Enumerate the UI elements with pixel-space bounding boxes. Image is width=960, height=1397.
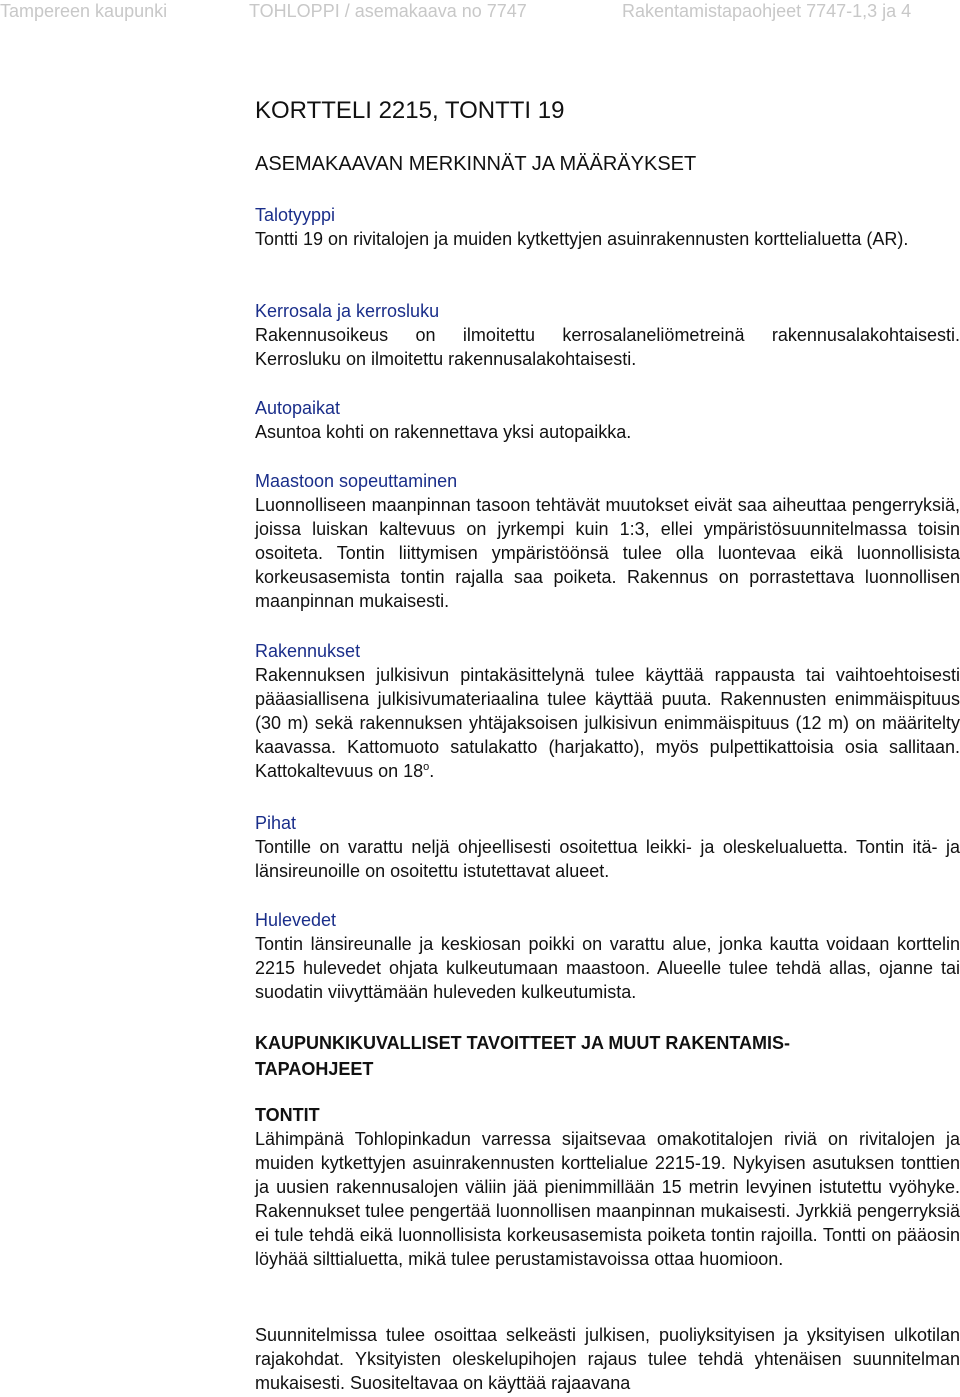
header-municipality: Tampereen kaupunki bbox=[0, 1, 168, 21]
section-heading: Maastoon sopeuttaminen bbox=[255, 471, 458, 491]
tontit-heading: TONTIT bbox=[255, 1105, 320, 1125]
tontit-text: Lähimpänä Tohlopinkadun varressa sijaitsevaa omakotitalojen riviä on rivitalojen ja muiden kytkettyjen asuinrakennusten korttelialue 2215-19. Nykyisen asutuksen tonttien ja uusien rakennusalojen väliin jää pienimmillään 15 metrin levyinen istutettu vyöhyke. Rakennukset tulee pengertää luonnollisen maanpinnan mukaisesti. Jyrkkiä pengerryksiä ei tule tehdä eikä luonnollisista korkeusasemista poiketa tontin rajoilla. Tontti on pääosin löyhää silttialuetta, mikä tulee perustamistavoissa ottaa huomioon. bbox=[255, 1129, 960, 1269]
section-text: Rakennusoikeus on ilmoitettu kerrosalaneliömetreinä rakennusalakohtaisesti. Kerrosluku on ilmoitettu rakennusalakohtaisesti. bbox=[255, 325, 960, 369]
section-heading: Kerrosala ja kerrosluku bbox=[255, 301, 440, 321]
section-text: Asuntoa kohti on rakennettava yksi autopaikka. bbox=[255, 422, 632, 442]
header-guide: Rakentamistapaohjeet 7747-1,3 ja 4 bbox=[622, 1, 912, 21]
section-maastoon-sopeuttaminen bbox=[255, 469, 960, 613]
section-text-wrap bbox=[255, 663, 960, 783]
section-heading: Hulevedet bbox=[255, 910, 337, 930]
tontit-text-2: Suunnitelmissa tulee osoittaa selkeästi julkisen, puoliyksityisen ja yksityisen ulkotilan rajakohdat. Yksityisten oleskelupihojen rajaus tulee tehdä yhtenäisen suunnitelman mukaisesti. Suositeltavaa on käyttää rajaavana bbox=[255, 1325, 960, 1393]
section-tontit bbox=[255, 1103, 960, 1271]
section-heading: Talotyyppi bbox=[255, 205, 336, 225]
page-subtitle: ASEMAKAAVAN MERKINNÄT JA MÄÄRÄYKSET bbox=[255, 153, 697, 175]
section-talotyyppi bbox=[255, 203, 960, 251]
tontit-paragraph-2 bbox=[255, 1323, 960, 1395]
section-text: Tontti 19 on rivitalojen ja muiden kytkettyjen asuinrakennusten korttelialuetta (AR). bbox=[255, 229, 909, 249]
section-heading: Pihat bbox=[255, 813, 297, 833]
section-heading: Autopaikat bbox=[255, 398, 341, 418]
section-text: Tontin länsireunalle ja keskiosan poikki on varattu alue, jonka kautta voidaan korttelin 2215 hulevedet ohjata kulkeutumaan maastoon. Alueelle tulee tehdä allas, ojanne tai suodatin viivyttämään huleveden kulkeutumista. bbox=[255, 934, 960, 1002]
section-text: Rakennuksen julkisivun pintakäsittelynä tulee käyttää rappausta tai vaihtoehtoisesti pääasiallisena julkisivumateriaalina tulee käyttää puuta. Rakennusten enimmäispituus (30 m) sekä rakennuksen yhtäjaksoisen julkisivun enimmäispituus (12 m) on määritelty kaavassa. Kattomuoto satulakatto (harjakatto), myös pulpettikattoisia osia sallitaan. Kattokaltevuus on 18 bbox=[255, 665, 960, 781]
section-rakennukset bbox=[255, 639, 960, 783]
section-kerrosala bbox=[255, 299, 960, 371]
section-hulevedet bbox=[255, 908, 960, 1004]
section-pihat bbox=[255, 811, 960, 883]
section-text: Tontille on varattu neljä ohjeellisesti osoitettua leikki- ja oleskelualuetta. Tontin itä- ja länsireunoille on osoitettu istutettavat alueet. bbox=[255, 837, 960, 881]
header-plan: TOHLOPPI / asemakaava no 7747 bbox=[249, 1, 527, 21]
section2-title: KAUPUNKIKUVALLISET TAVOITTEET JA MUUT RAKENTAMISTAPAOHJEET bbox=[255, 1033, 790, 1079]
section-autopaikat bbox=[255, 396, 960, 444]
section-heading: Rakennukset bbox=[255, 641, 361, 661]
page-title: KORTTELI 2215, TONTTI 19 bbox=[255, 97, 565, 124]
running-header bbox=[0, 0, 960, 28]
section-text: Luonnolliseen maanpinnan tasoon tehtävät muutokset eivät saa aiheuttaa pengerryksiä, joissa luiskan kaltevuus on jyrkempi kuin 1:3, ellei ympäristösuunnitelmassa toisin osoiteta. Tontin liittymisen ympäristöönsä tulee olla luontevaa eikä luonnollisista korkeusasemista tontin rajalla saa poiketa. Rakennus on porrastettava luonnollisen maanpinnan mukaisesti. bbox=[255, 495, 960, 611]
section-text-end: . bbox=[429, 761, 435, 781]
degree-superscript: o bbox=[423, 761, 430, 773]
